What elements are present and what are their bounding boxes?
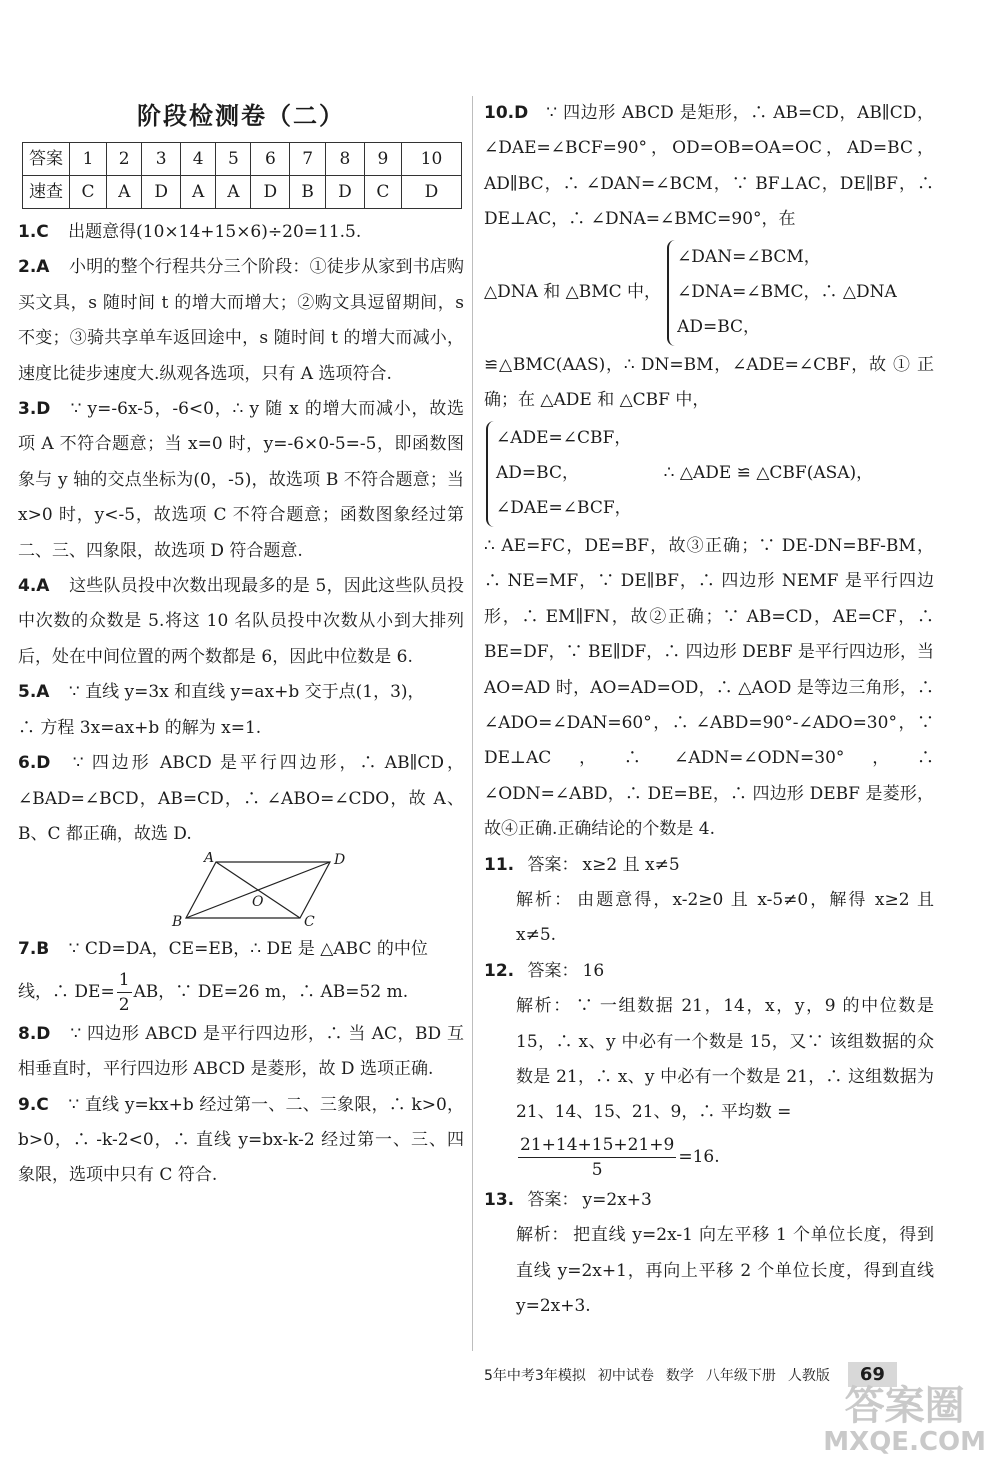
question-text: AB，∵ DE=26 m，∴ AB=52 m.	[133, 981, 409, 1002]
question-text-line: ∵ 直线 y=3x 和直线 y=ax+b 交于点(1，3)，	[68, 682, 425, 703]
page-footer	[484, 1362, 904, 1387]
equation-system	[486, 421, 632, 527]
left-column	[18, 96, 464, 1194]
fraction-denominator: 5	[591, 1159, 603, 1180]
column-divider	[472, 96, 473, 1351]
answer-key-header-row	[23, 143, 462, 176]
question-text: ∵ 四边形 ABCD 是平行四边形，∴ 当 AC，BD 互相垂直时，平行四边形 ABCD 是菱形，故 D 选项正确.	[18, 1023, 465, 1080]
equation-line: ∠ADE=∠CBF，	[496, 427, 632, 448]
footer-grade: 八年级下册	[705, 1367, 776, 1384]
center-label-o: O	[252, 894, 264, 911]
equation-line: ∠DAN=∠BCM，	[677, 246, 821, 267]
question-text: ∴ △ADE ≌ △CBF(ASA)，	[663, 463, 874, 484]
answer-key-number: 6	[251, 143, 290, 176]
answer-key-answer: D	[251, 176, 290, 209]
watermark-text: 答案圈	[844, 1383, 965, 1429]
question-number: 4.A	[18, 576, 50, 597]
answer-key-answer: D	[326, 176, 365, 209]
question-text: =16.	[678, 1146, 720, 1167]
answer-key-number: 3	[142, 143, 181, 176]
question-text: ∵ 四边形 ABCD 是矩形，∴ AB=CD，AB∥CD，∠DAE=∠BCF=90°，OD=OB=OA=OC，AD=BC，AD∥BC，∴ ∠DAN=∠BCM，∵ BF⊥AC，DE∥BF，∴ DE⊥AC，∴ ∠DNA=∠BMC=90°，在	[484, 103, 934, 230]
answer-key-answer: A	[107, 176, 142, 209]
answer-key-number: 7	[290, 143, 326, 176]
question-number: 1.C	[18, 222, 49, 242]
question-text-line: ∵ CD=DA，CE=EB，∴ DE 是 △ABC 的中位	[68, 939, 428, 960]
answer-key-number: 10	[401, 143, 461, 176]
question-8	[18, 1017, 464, 1088]
question-number: 11.	[484, 854, 515, 875]
answer-key-value-label: 速查	[23, 176, 70, 209]
question-11	[484, 848, 934, 954]
question-1	[18, 215, 464, 250]
answer-label: 答案：	[527, 960, 579, 981]
equation-system-row	[484, 419, 934, 529]
question-number: 12.	[484, 960, 515, 981]
answer-key-answer: A	[181, 176, 216, 209]
answer-key-answer: D	[401, 176, 461, 209]
fraction-numerator: 1	[117, 968, 132, 993]
vertex-label-d: D	[334, 852, 346, 869]
question-text: ∵ 四边形 ABCD 是平行四边形，∴ AB∥CD，∠BAD=∠BCD，AB=CD，∴ ∠ABO=∠CDO，故 A、B、C 都正确，故选 D.	[18, 753, 464, 844]
page-number: 69	[848, 1362, 897, 1387]
question-3	[18, 392, 464, 569]
question-number: 3.D	[18, 399, 51, 420]
equation-system	[667, 240, 897, 346]
fraction	[117, 968, 132, 1017]
question-6	[18, 746, 464, 852]
question-text: ∵ y=-6x-5，-6<0，∴ y 随 x 的增大而减小，故选项 A 不符合题意；当 x=0 时，y=-6×0-5=-5，即函数图象与 y 轴的交点坐标为(0，-5)，故选项 B 不符合题意；当 x>0 时，y<-5，故选项 C 不符合题意；函数图象经过第二、三、四象限，故选项 D 符合题意.	[18, 399, 465, 561]
fraction	[518, 1133, 676, 1182]
answer-key-number: 9	[364, 143, 401, 176]
parallelogram-figure	[18, 852, 464, 932]
question-7	[18, 932, 464, 1016]
vertex-label-b: B	[172, 914, 183, 931]
answer-key-number: 5	[216, 143, 251, 176]
question-number: 2.A	[18, 257, 50, 278]
question-text: 这些队员投中次数出现最多的是 5，因此这些队员投中次数的众数是 5.将这 10 名队员投中次数从小到大排列后，处在中间位置的两个数都是 6，因此中位数是 6.	[18, 576, 464, 667]
answer-key-answer: C	[364, 176, 401, 209]
explanation-text: 把直线 y=2x-1 向左平移 1 个单位长度，得到直线 y=2x+1，再向上平移 2 个单位长度，得到直线 y=2x+3.	[516, 1225, 934, 1316]
question-text: 线，∴ DE=	[18, 981, 115, 1002]
watermark	[823, 1385, 986, 1457]
question-number: 7.B	[18, 939, 50, 960]
answer-value: x≥2 且 x≠5	[582, 854, 680, 875]
equation-line: AD=BC，	[677, 317, 761, 338]
answer-key-table	[22, 142, 462, 209]
question-text: ∵ 直线 y=kx+b 经过第一、二、三象限，∴ k>0，b>0，∴ -k-2<0，∴ 直线 y=bx-k-2 经过第一、三、四象限，选项中只有 C 符合.	[18, 1094, 464, 1186]
answer-key-number: 2	[107, 143, 142, 176]
answer-key-number: 1	[70, 143, 107, 176]
answer-value: 16	[582, 960, 605, 981]
question-text: 小明的整个行程共分三个阶段：①徒步从家到书店购买文具，s 随时间 t 的增大而增大；②购文具逗留期间，s 不变；③骑共享单车返回途中，s 随时间 t 的增大而减小，速度比徒步速度大.纵观各选项，只有 A 选项符合.	[18, 257, 465, 384]
equation-line: ∠DNA=∠BMC，∴ △DNA	[677, 282, 897, 303]
answer-key-answer: D	[142, 176, 181, 209]
question-9	[18, 1088, 464, 1194]
question-number: 5.A	[18, 682, 50, 703]
question-number: 13.	[484, 1189, 515, 1210]
question-number: 6.D	[18, 753, 51, 774]
explanation-label: 解析：	[516, 889, 574, 910]
question-4	[18, 569, 464, 675]
footer-type: 初中试卷	[597, 1367, 654, 1384]
footer-edition: 人教版	[787, 1367, 830, 1384]
footer-series: 5年中考3年模拟	[484, 1367, 586, 1384]
question-5	[18, 675, 464, 746]
vertex-label-a: A	[204, 852, 215, 867]
equation-line: ∠DAE=∠BCF，	[496, 498, 632, 519]
question-10	[484, 96, 934, 848]
equation-system-row	[484, 238, 934, 348]
footer-subject: 数学	[665, 1367, 694, 1384]
watermark-site: MXQE.COM	[823, 1427, 986, 1457]
answer-key-number: 4	[181, 143, 216, 176]
answer-key-answer: C	[70, 176, 107, 209]
question-text: △DNA 和 △BMC 中，	[484, 282, 662, 303]
answer-key-answer: A	[216, 176, 251, 209]
answer-label: 答案：	[527, 854, 579, 875]
fraction-denominator: 2	[118, 994, 130, 1015]
question-number: 8.D	[18, 1023, 51, 1044]
explanation-text: 由题意得，x-2≥0 且 x-5≠0，解得 x≥2 且 x≠5.	[516, 889, 934, 946]
question-text-line: ∴ 方程 3x=ax+b 的解为 x=1.	[18, 717, 262, 738]
fraction-numerator: 21+14+15+21+9	[518, 1133, 676, 1158]
question-text: 出题意得(10×14+15×6)÷20=11.5.	[68, 222, 362, 242]
explanation-label: 解析：	[516, 1225, 570, 1246]
question-12	[484, 954, 934, 1183]
question-number: 10.D	[484, 103, 529, 123]
explanation-text: ∵ 一组数据 21，14，x，y，9 的中位数是 15，∴ x、y 中必有一个数是 15，又∵ 该组数据的众数是 21，∴ x、y 中必有一个数是 21，∴ 这组数据为 21、14、15、21、9，∴ 平均数 =	[516, 996, 934, 1123]
answer-key-answer: B	[290, 176, 326, 209]
question-number: 9.C	[18, 1094, 49, 1115]
vertex-label-c: C	[304, 914, 315, 931]
question-2	[18, 250, 464, 392]
question-text: ∴ AE=FC，DE=BF，故③正确；∵ DE-DN=BF-BM，∴ NE=MF，∵ DE∥BF，∴ 四边形 NEMF 是平行四边形，∴ EM∥FN，故②正确；∵ AB=CD，AE=CF，∴ BE=DF，∵ BE∥DF，∴ 四边形 DEBF 是平行四边形，当 AO=AD 时，AO=AD=OD，∴ △AOD 是等边三角形，∴ ∠ADO=∠DAN=60°，∴ ∠ABD=90°-∠ADO=30°，∵ DE⊥AC，∴ ∠ADN=∠ODN=30°，∴ ∠ODN=∠ABD，∴ DE=BE，∴ 四边形 DEBF 是菱形，故④正确.正确结论的个数是 4.	[484, 535, 934, 840]
question-13	[484, 1183, 934, 1325]
answer-key-number: 8	[326, 143, 365, 176]
equation-line: AD=BC，	[496, 463, 579, 484]
answer-key-header-label: 答案	[23, 143, 70, 176]
question-text: ≌△BMC(AAS)，∴ DN=BM，∠ADE=∠CBF，故 ① 正确；在 △ADE 和 △CBF 中，	[484, 354, 934, 411]
answer-key-value-row	[23, 176, 462, 209]
answer-value: y=2x+3	[582, 1189, 652, 1210]
right-column	[484, 96, 934, 1324]
explanation-label: 解析：	[516, 996, 572, 1017]
answer-label: 答案：	[527, 1189, 579, 1210]
page-title: 阶段检测卷（二）	[137, 102, 345, 130]
